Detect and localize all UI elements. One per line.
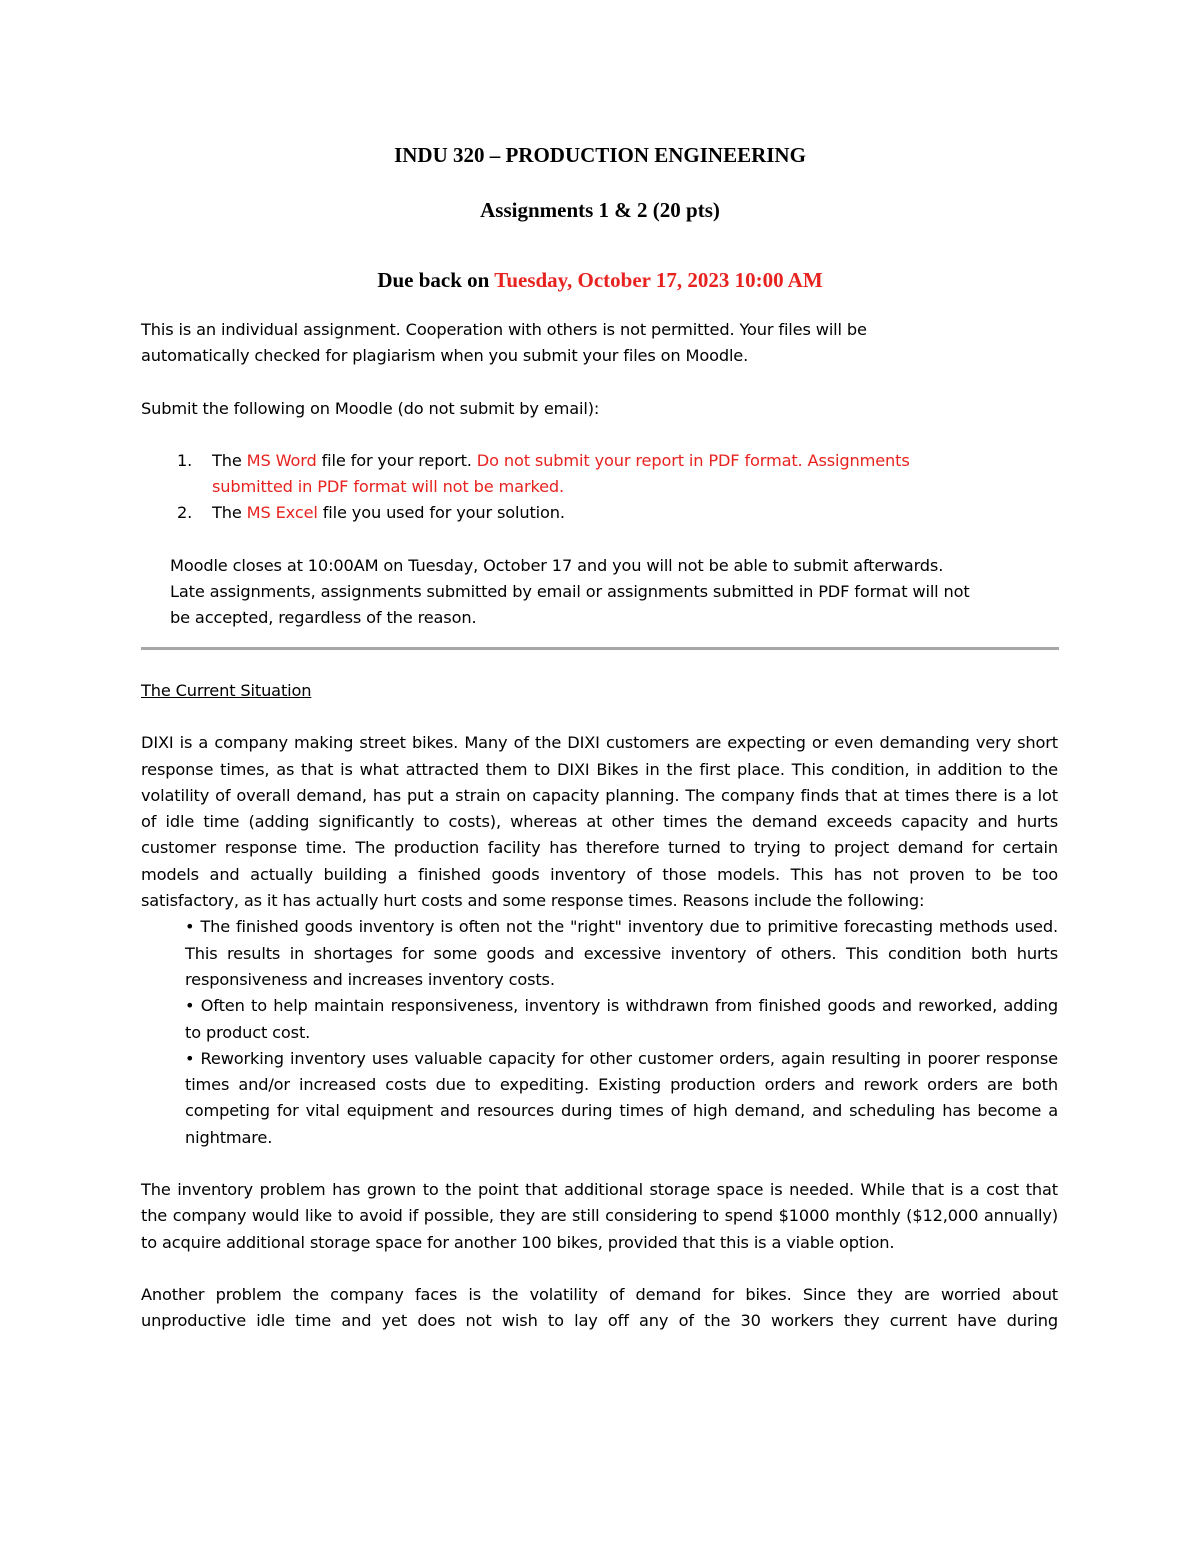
bullet-item: • Reworking inventory uses valuable capacity for other customer orders, again resulting in poorer response times and/or increased costs due to expediting. Existing production orders and rework orders are both competing for vital equipment and resources during times of high demand, and scheduling has become a nightmare. [185,1048,1058,1147]
submission-list [141,448,1058,527]
due-date: Tuesday, October 17, 2023 10:00 AM [494,268,823,292]
due-date-line [0,268,1200,293]
submission-item-word: 1. The MS Word file for your report. Do not submit your report in PDF format. Assignments submitted in PDF format will not be marked. [141,448,1058,501]
item-number: 1. [177,450,193,470]
assignment-title: Assignments 1 & 2 (20 pts) [480,198,720,222]
ms-word-highlight: MS Word [246,450,317,470]
deadline-note: Moodle closes at 10:00AM on Tuesday, October 17 and you will not be able to submit afterwards. Late assignments, assignments submitted by email or assignments submitted in PDF format will not be accepted, regardless of the reason. [170,555,970,628]
pdf-warning-1: Do not submit your report in PDF format. Assignments [476,450,910,470]
intro-line-1: This is an individual assignment. Cooperation with others is not permitted. Your files will be [141,320,867,339]
item-number: 2. [177,503,193,523]
situation-paragraph: DIXI is a company making street bikes. Many of the DIXI customers are expecting or even demanding very short response times, as that is what attracted them to DIXI Bikes in the first place. This condition, in addition to the volatility of overall demand, has put a strain on capacity planning. The company finds that at times there is a lot of idle time (adding significantly to costs), whereas at other times the demand exceeds capacity and hurts customer response time. The production facility has therefore turned to trying to project demand for certain models and actually building a finished goods inventory of those models. This has not proven to be too satisfactory, as it has actually hurt costs and some response times. Reasons include the following: [141,733,1058,911]
storage-paragraph: The inventory problem has grown to the point that additional storage space is needed. While that is a cost that the company would like to avoid if possible, they are still considering to spend $1000 monthly ($12,000 annually) to acquire additional storage space for another 100 bikes, provided that this is a viable option. [141,1180,1058,1252]
ms-excel-highlight: MS Excel [246,503,318,523]
bullet-item: • The finished goods inventory is often not the "right" inventory due to primitive forecasting methods used. This results in shortages for some goods and excessive inventory of others. This condition both hurts responsiveness and increases inventory costs. [185,917,1058,989]
intro-section [141,317,1058,632]
due-prefix: Due back on [377,268,495,292]
submit-heading: Submit the following on Moodle (do not submit by email): [141,398,600,418]
submission-item-excel: 2. The MS Excel file you used for your solution. [141,500,1058,526]
bullet-item: • Often to help maintain responsiveness, inventory is withdrawn from finished goods and reworked, adding to product cost. [185,996,1058,1042]
section-divider [141,647,1059,650]
demand-paragraph: Another problem the company faces is the volatility of demand for bikes. Since they are worried about unproductive idle time and yet does not wish to lay off any of the 30 workers they current have during [141,1284,1058,1331]
course-title: INDU 320 – PRODUCTION ENGINEERING [394,143,806,167]
intro-line-2: automatically checked for plagiarism when you submit your files on Moodle. [141,346,749,366]
pdf-warning-2: submitted in PDF format will not be marked. [212,477,565,497]
situation-section [141,678,1058,1335]
situation-heading: The Current Situation [141,681,312,700]
